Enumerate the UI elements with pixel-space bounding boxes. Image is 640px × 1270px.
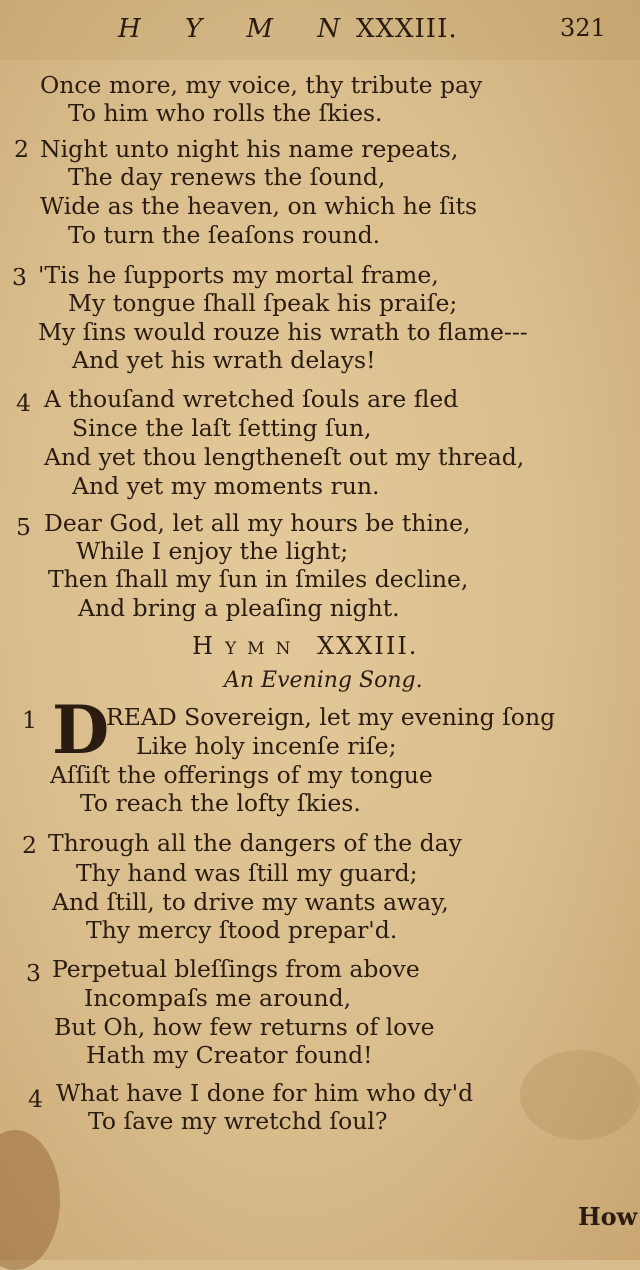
- hymn-subtitle: An Evening Song.: [224, 668, 423, 693]
- verse-number: 3: [26, 959, 41, 987]
- verse-line: Aſſiſt the offerings of my tongue: [50, 761, 433, 789]
- verse-line: Through all the dangers of the day: [48, 829, 462, 857]
- verse-line: Night unto night his name repeats,: [40, 135, 459, 163]
- verse-line: Incompaſs me around,: [84, 984, 352, 1012]
- verse-line: To ſave my wretchd ſoul?: [88, 1107, 388, 1135]
- verse-number: 2: [22, 831, 37, 859]
- verse-line: And yet my moments run.: [72, 472, 380, 500]
- verse-number: 1: [22, 706, 37, 734]
- verse-number: 5: [16, 513, 31, 541]
- verse-line: Thy hand was ſtill my guard;: [76, 859, 418, 887]
- verse-line: 'Tis he ſupports my mortal frame,: [38, 261, 439, 289]
- hymn-heading-number: XXXIII.: [317, 632, 419, 660]
- verse-line: But Oh, how few returns of love: [54, 1013, 435, 1041]
- verse-line: To reach the lofty ſkies.: [80, 789, 361, 817]
- verse-line: My tongue ſhall ſpeak his praiſe;: [68, 289, 458, 317]
- header-title: H Y M N: [118, 14, 359, 44]
- verse-line: To turn the ſeaſons round.: [68, 221, 381, 249]
- hymn-heading-rest: YMN: [224, 639, 302, 659]
- verse-number: 4: [28, 1085, 43, 1113]
- verse-line: The day renews the ſound,: [68, 163, 386, 191]
- verse-line: Perpetual bleſſings from above: [52, 955, 420, 983]
- verse-line: And bring a pleaſing night.: [78, 594, 400, 622]
- catchword: How: [578, 1202, 638, 1231]
- verse-line: And ſtill, to drive my wants away,: [52, 888, 449, 916]
- drop-cap: D: [52, 691, 110, 769]
- verse-line: And yet his wrath delays!: [72, 346, 376, 374]
- header-hymn-number: XXXIII.: [356, 14, 458, 44]
- verse-line: A thouſand wretched ſouls are fled: [44, 385, 459, 413]
- verse-number: 4: [16, 389, 31, 417]
- verse-line: Like holy incenſe riſe;: [136, 732, 397, 760]
- verse-number: 2: [14, 135, 29, 163]
- verse-line: Once more, my voice, thy tribute pay: [40, 71, 483, 99]
- verse-line: My ſins would rouze his wrath to flame---: [38, 318, 528, 346]
- verse-line: Since the laſt ſetting ſun,: [72, 414, 372, 442]
- verse-line: To him who rolls the ſkies.: [68, 99, 383, 127]
- verse-line: Wide as the heaven, on which he ſits: [40, 192, 477, 220]
- hymn-heading-initial: H: [192, 632, 215, 660]
- verse-line: READ Sovereign, let my evening ſong: [106, 703, 556, 731]
- verse-number: 3: [12, 263, 27, 291]
- verse-line: What have I done for him who dy'd: [56, 1079, 474, 1107]
- verse-line: Thy mercy ſtood prepar'd.: [86, 916, 398, 944]
- verse-line: Dear God, let all my hours be thine,: [44, 509, 471, 537]
- verse-line: And yet thou lengtheneſt out my thread,: [44, 443, 525, 471]
- page-number: 321: [560, 14, 606, 42]
- verse-line: Then ſhall my ſun in ſmiles decline,: [48, 565, 469, 593]
- verse-line: While I enjoy the light;: [76, 537, 349, 565]
- verse-line: Hath my Creator found!: [86, 1041, 373, 1069]
